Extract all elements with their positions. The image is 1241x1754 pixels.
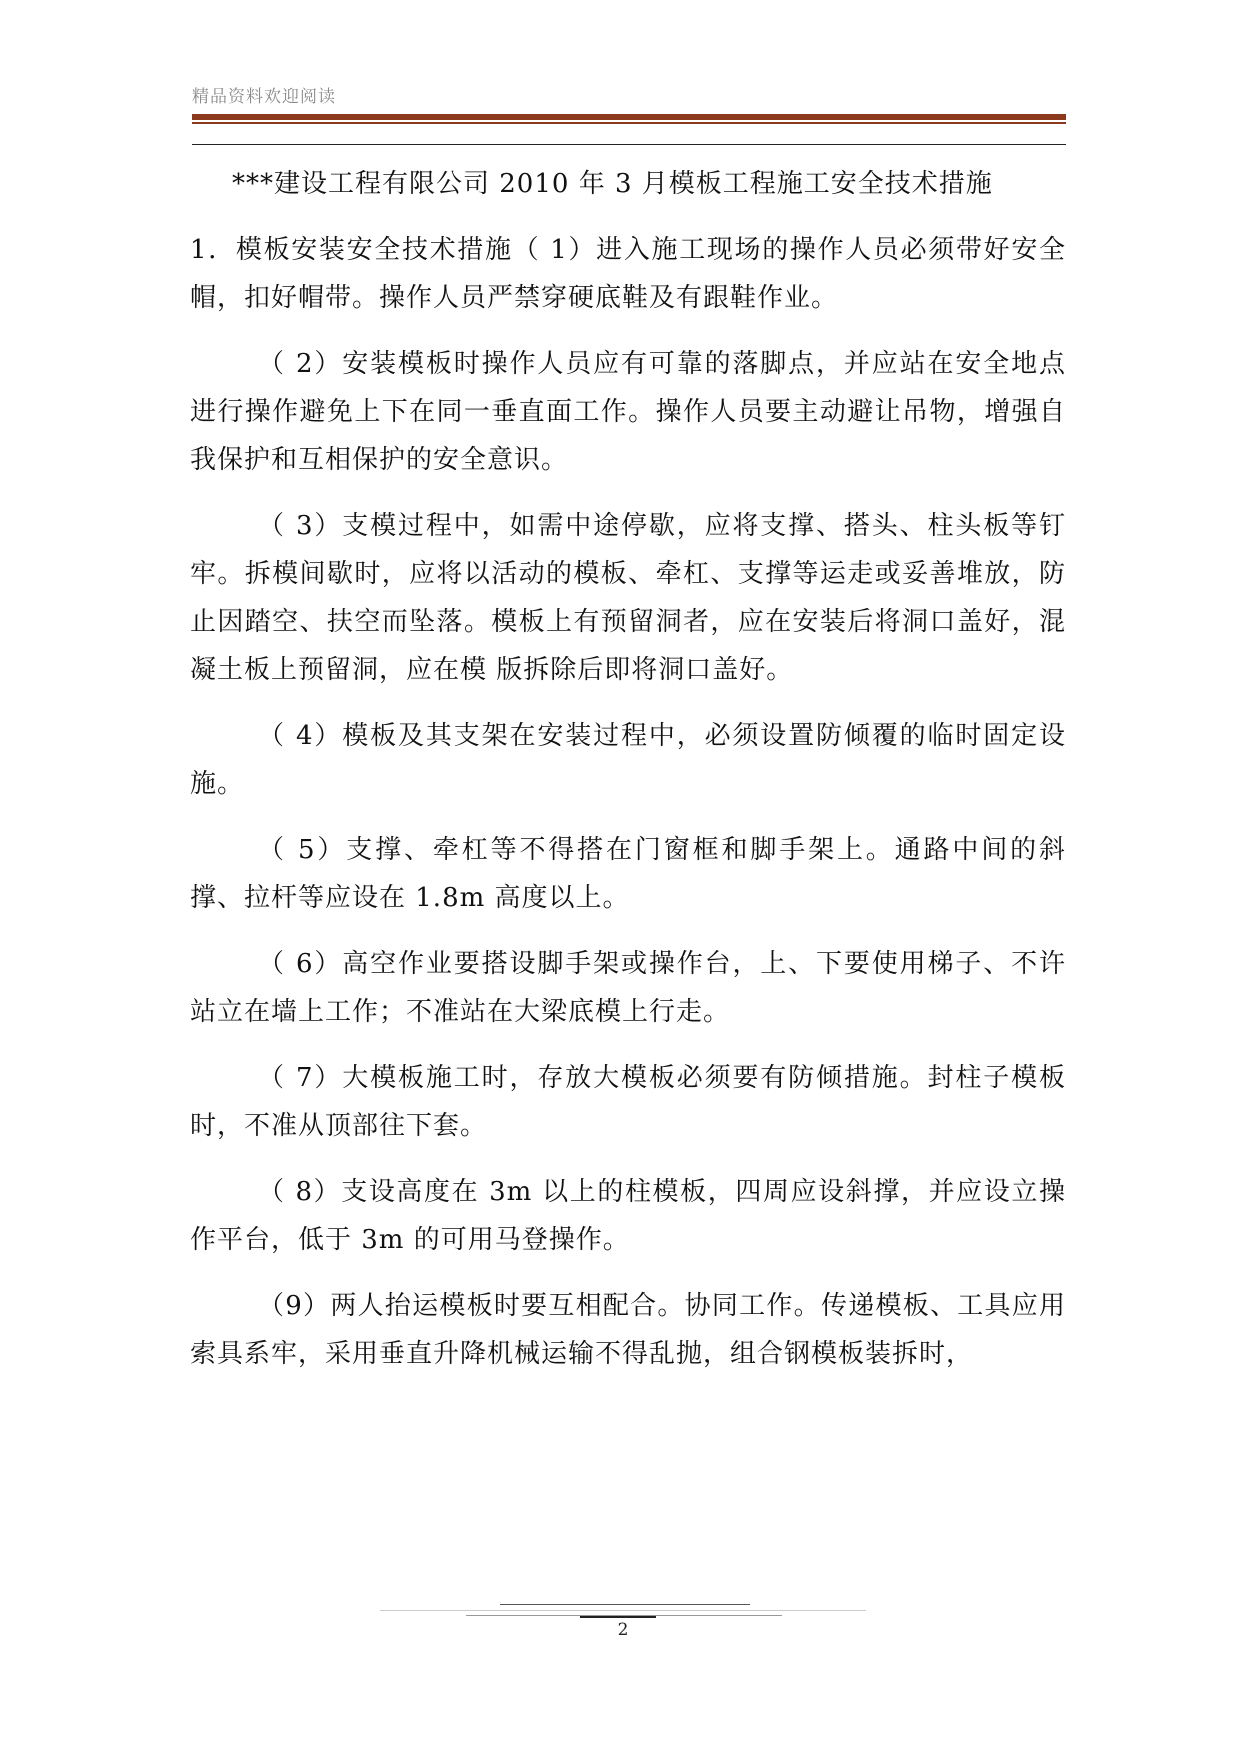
footer-rule — [380, 1610, 866, 1611]
document-body — [190, 160, 1066, 1378]
paragraph-8: （ 8）支设高度在 3m 以上的柱模板，四周应设斜撑，并应设立操作平台，低于 3m 的可用马登操作。 — [190, 1177, 1066, 1255]
page-header — [192, 86, 1066, 124]
paragraph-1: 1．模板安装安全技术措施（ 1）进入施工现场的操作人员必须带好安全帽，扣好帽带。操作人员严禁穿硬底鞋及有跟鞋作业。 — [190, 235, 1066, 313]
page-number: 2 — [617, 1620, 629, 1640]
paragraph-5: （ 5）支撑、牵杠等不得搭在门窗框和脚手架上。通路中间的斜撑、拉杆等应设在 1.8m 高度以上。 — [190, 835, 1066, 913]
paragraph-3: （ 3）支模过程中，如需中途停歇，应将支撑、搭头、柱头板等钉牢。拆模间歇时，应将以活动的模板、牵杠、支撑等运走或妥善堆放，防止因踏空、扶空而坠落。模板上有预留洞者，应在安装后将洞口盖好，混凝土板上预留洞，应在模 版拆除后即将洞口盖好。 — [190, 511, 1066, 685]
paragraph-7: （ 7）大模板施工时，存放大模板必须要有防倾措施。封柱子模板时，不准从顶部往下套。 — [190, 1063, 1066, 1141]
page-footer — [380, 1600, 866, 1660]
paragraph-6: （ 6）高空作业要搭设脚手架或操作台，上、下要使用梯子、不许站立在墙上工作；不准站在大梁底模上行走。 — [190, 949, 1066, 1027]
paragraph-9: （9）两人抬运模板时要互相配合。协同工作。传递模板、工具应用索具系牢，采用垂直升降机械运输不得乱抛，组合钢模板装拆时， — [190, 1291, 1066, 1369]
header-rule-thin — [192, 122, 1066, 124]
document-title: ***建设工程有限公司 2010 年 3 月模板工程施工安全技术措施 — [232, 169, 993, 199]
paragraph-4: （ 4）模板及其支架在安装过程中，必须设置防倾覆的临时固定设施。 — [190, 721, 1066, 799]
header-text: 精品资料欢迎阅读 — [192, 87, 336, 107]
footer-rule — [580, 1616, 656, 1618]
header-rule-thick — [192, 114, 1066, 120]
footer-rule — [500, 1604, 750, 1605]
header-rule-black — [192, 144, 1066, 145]
paragraph-2: （ 2）安装模板时操作人员应有可靠的落脚点，并应站在安全地点进行操作避免上下在同一垂直面工作。操作人员要主动避让吊物，增强自我保护和互相保护的安全意识。 — [190, 349, 1066, 475]
